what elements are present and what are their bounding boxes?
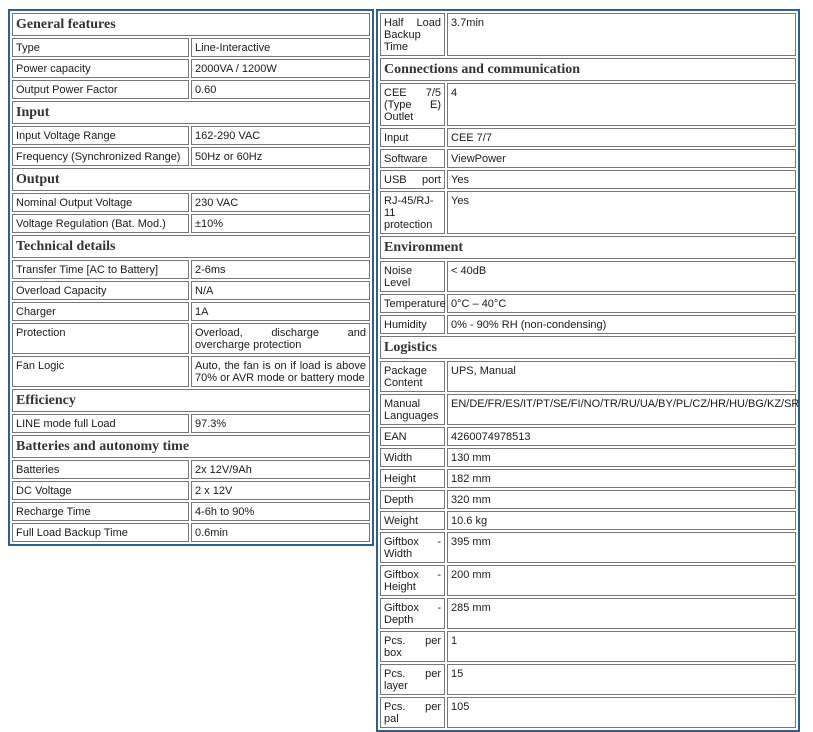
spec-row-depth: [380, 490, 796, 509]
spec-row-temperature: [380, 294, 796, 313]
spec-label: Weight: [380, 511, 445, 530]
spec-row-charger: [12, 302, 370, 321]
spec-label: Voltage Regulation (Bat. Mod.): [12, 214, 189, 233]
spec-label: DC Voltage: [12, 481, 189, 500]
spec-label: Pcs. per layer: [380, 664, 445, 695]
section-header-input: [12, 101, 370, 124]
spec-value: < 40dB: [447, 261, 796, 292]
spec-row-nominal-output-voltage: [12, 193, 370, 212]
spec-value: 1: [447, 631, 796, 662]
spec-row-giftbox-width: [380, 532, 796, 563]
section-title: General features: [12, 13, 370, 36]
spec-row-giftbox-depth: [380, 598, 796, 629]
spec-label: Height: [380, 469, 445, 488]
section-title: Environment: [380, 236, 796, 259]
spec-label: Full Load Backup Time: [12, 523, 189, 542]
spec-value: 395 mm: [447, 532, 796, 563]
spec-value: 0.60: [191, 80, 370, 99]
spec-value: 230 VAC: [191, 193, 370, 212]
spec-value: 4: [447, 83, 796, 126]
spec-label: Frequency (Synchronized Range): [12, 147, 189, 166]
spec-row-manual-languages: [380, 394, 796, 425]
spec-value: CEE 7/7: [447, 128, 796, 147]
spec-label: Recharge Time: [12, 502, 189, 521]
spec-label: Software: [380, 149, 445, 168]
spec-value: Overload, discharge and overcharge protection: [191, 323, 370, 354]
spec-label: Giftbox - Depth: [380, 598, 445, 629]
spec-value: 2x 12V/9Ah: [191, 460, 370, 479]
spec-value: Auto, the fan is on if load is above 70% or AVR mode or battery mode: [191, 356, 370, 387]
spec-value: UPS, Manual: [447, 361, 796, 392]
section-title: Logistics: [380, 336, 796, 359]
spec-row-package-content: [380, 361, 796, 392]
spec-row-frequency-synchronized-range: [12, 147, 370, 166]
spec-label: USB port: [380, 170, 445, 189]
section-title: Input: [12, 101, 370, 124]
spec-label: Giftbox - Width: [380, 532, 445, 563]
spec-value: 182 mm: [447, 469, 796, 488]
spec-label: EAN: [380, 427, 445, 446]
spec-row-cee-7-5-type-e-outlet: [380, 83, 796, 126]
spec-value: 2000VA / 1200W: [191, 59, 370, 78]
spec-row-transfer-time-ac-to-battery: [12, 260, 370, 279]
spec-row-pcs-per-pal: [380, 697, 796, 728]
spec-value: 97.3%: [191, 414, 370, 433]
spec-value: 285 mm: [447, 598, 796, 629]
spec-label: Nominal Output Voltage: [12, 193, 189, 212]
section-title: Batteries and autonomy time: [12, 435, 370, 458]
spec-row-pcs-per-layer: [380, 664, 796, 695]
spec-value: 4-6h to 90%: [191, 502, 370, 521]
spec-row-weight: [380, 511, 796, 530]
section-header-technical-details: [12, 235, 370, 258]
spec-value: 15: [447, 664, 796, 695]
spec-label: Transfer Time [AC to Battery]: [12, 260, 189, 279]
spec-row-fan-logic: [12, 356, 370, 387]
spec-value: 10.6 kg: [447, 511, 796, 530]
spec-value: 130 mm: [447, 448, 796, 467]
spec-value: 2-6ms: [191, 260, 370, 279]
spec-row-protection: [12, 323, 370, 354]
spec-label: Output Power Factor: [12, 80, 189, 99]
spec-row-software: [380, 149, 796, 168]
spec-row-ean: [380, 427, 796, 446]
spec-value: 3.7min: [447, 13, 796, 56]
spec-row-power-capacity: [12, 59, 370, 78]
section-header-batteries-and-autonomy-time: [12, 435, 370, 458]
spec-label: Overload Capacity: [12, 281, 189, 300]
spec-label: Type: [12, 38, 189, 57]
spec-row-recharge-time: [12, 502, 370, 521]
spec-row-height: [380, 469, 796, 488]
spec-row-rj-45-rj-11-protection: [380, 191, 796, 234]
spec-row-dc-voltage: [12, 481, 370, 500]
spec-row-voltage-regulation-bat-mod: [12, 214, 370, 233]
spec-row-output-power-factor: [12, 80, 370, 99]
spec-value: 200 mm: [447, 565, 796, 596]
spec-label: CEE 7/5 (Type E) Outlet: [380, 83, 445, 126]
spec-row-type: [12, 38, 370, 57]
spec-value: 0% - 90% RH (non-condensing): [447, 315, 796, 334]
spec-label: LINE mode full Load: [12, 414, 189, 433]
spec-label: Power capacity: [12, 59, 189, 78]
spec-label: Giftbox - Height: [380, 565, 445, 596]
spec-label: Input Voltage Range: [12, 126, 189, 145]
spec-row-half-load-backup-time: [380, 13, 796, 56]
spec-row-overload-capacity: [12, 281, 370, 300]
spec-value: 162-290 VAC: [191, 126, 370, 145]
spec-label: Batteries: [12, 460, 189, 479]
spec-row-batteries: [12, 460, 370, 479]
section-header-connections-and-communication: [380, 58, 796, 81]
spec-label: Manual Languages: [380, 394, 445, 425]
spec-value: ±10%: [191, 214, 370, 233]
spec-label: Package Content: [380, 361, 445, 392]
spec-row-usb-port: [380, 170, 796, 189]
spec-value: N/A: [191, 281, 370, 300]
spec-value: 0°C – 40°C: [447, 294, 796, 313]
spec-label: Depth: [380, 490, 445, 509]
spec-row-full-load-backup-time: [12, 523, 370, 542]
section-header-logistics: [380, 336, 796, 359]
spec-row-input-voltage-range: [12, 126, 370, 145]
spec-label: Charger: [12, 302, 189, 321]
spec-value: 0.6min: [191, 523, 370, 542]
spec-label: Temperature: [380, 294, 445, 313]
section-header-efficiency: [12, 389, 370, 412]
spec-value: 2 x 12V: [191, 481, 370, 500]
spec-value: Line-Interactive: [191, 38, 370, 57]
spec-row-pcs-per-box: [380, 631, 796, 662]
spec-value: EN/DE/FR/ES/IT/PT/SE/FI/NO/TR/RU/UA/BY/PL/CZ/HR/HU/BG/KZ/SR: [447, 394, 796, 425]
spec-label: Protection: [12, 323, 189, 354]
section-title: Technical details: [12, 235, 370, 258]
spec-label: RJ-45/RJ-11 protection: [380, 191, 445, 234]
spec-label: Half Load Backup Time: [380, 13, 445, 56]
spec-label: Fan Logic: [12, 356, 189, 387]
connections-logistics-table: [376, 9, 800, 732]
spec-row-giftbox-height: [380, 565, 796, 596]
spec-value: ViewPower: [447, 149, 796, 168]
spec-label: Pcs. per pal: [380, 697, 445, 728]
section-title: Output: [12, 168, 370, 191]
spec-label: Humidity: [380, 315, 445, 334]
spec-row-line-mode-full-load: [12, 414, 370, 433]
spec-row-noise-level: [380, 261, 796, 292]
spec-value: 105: [447, 697, 796, 728]
section-header-general-features: [12, 13, 370, 36]
spec-label: Input: [380, 128, 445, 147]
spec-label: Noise Level: [380, 261, 445, 292]
spec-value: Yes: [447, 191, 796, 234]
spec-row-input: [380, 128, 796, 147]
spec-row-humidity: [380, 315, 796, 334]
section-header-environment: [380, 236, 796, 259]
spec-value: Yes: [447, 170, 796, 189]
section-title: Efficiency: [12, 389, 370, 412]
spec-value: 4260074978513: [447, 427, 796, 446]
spec-label: Width: [380, 448, 445, 467]
spec-value: 320 mm: [447, 490, 796, 509]
spec-row-width: [380, 448, 796, 467]
spec-label: Pcs. per box: [380, 631, 445, 662]
section-title: Connections and communication: [380, 58, 796, 81]
section-header-output: [12, 168, 370, 191]
spec-value: 1A: [191, 302, 370, 321]
spec-value: 50Hz or 60Hz: [191, 147, 370, 166]
general-specs-table: [8, 9, 374, 546]
